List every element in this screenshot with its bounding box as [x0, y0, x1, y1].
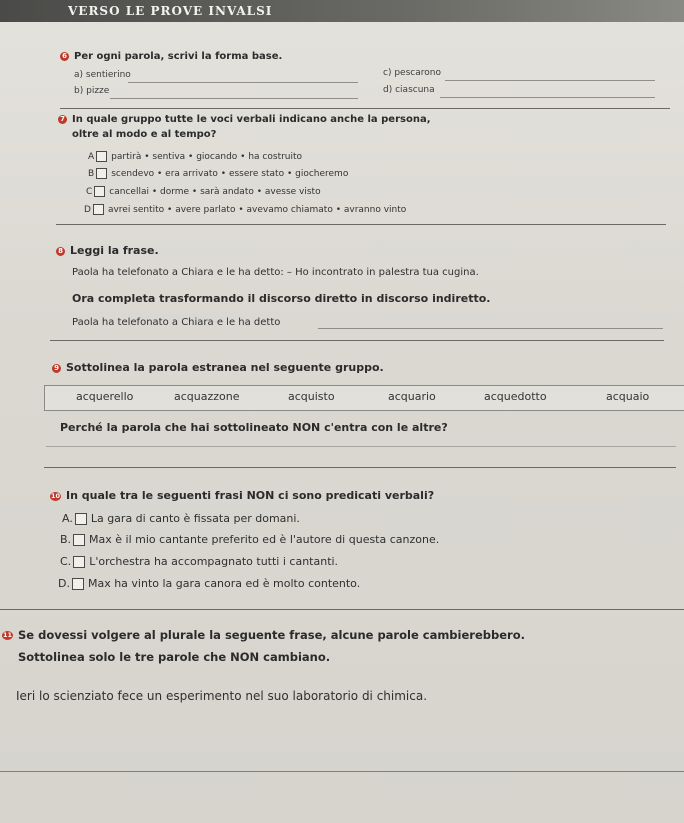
q6-item-b: b) pizze — [74, 86, 110, 96]
word-group-box — [44, 385, 684, 411]
checkbox[interactable] — [96, 151, 107, 162]
answer-line[interactable] — [128, 82, 358, 83]
answer-line[interactable] — [318, 328, 663, 329]
section-divider — [44, 467, 676, 468]
q10-option-c[interactable]: C. L'orchestra ha accompagnato tutti i cantanti. — [60, 555, 339, 568]
q9-question: Perché la parola che hai sottolineato NON c'entra con le altre? — [60, 421, 448, 434]
q6-item-c: c) pescarono — [383, 68, 441, 78]
header-title: VERSO LE PROVE INVALSI — [68, 4, 273, 18]
section-divider — [0, 609, 684, 610]
q8-sentence: Paola ha telefonato a Chiara e le ha detto: – Ho incontrato in palestra tua cugina. — [72, 267, 479, 278]
q10-option-d[interactable]: D. Max ha vinto la gara canora ed è molto contento. — [58, 577, 361, 590]
word-option[interactable]: acquerello — [76, 390, 134, 403]
checkbox[interactable] — [93, 204, 104, 215]
checkbox[interactable] — [73, 556, 85, 568]
question-number-badge: 8 — [56, 247, 65, 256]
question-6 — [60, 51, 282, 62]
q6-item-a: a) sentierino — [74, 70, 131, 80]
question-11: 11 Se dovessi volgere al plurale la seguente frase, alcune parole cambierebbero. — [2, 628, 525, 642]
answer-line[interactable] — [445, 80, 655, 81]
answer-line[interactable] — [440, 97, 655, 98]
question-7: 7 In quale gruppo tutte le voci verbali indicano anche la persona, — [58, 114, 431, 125]
q7-option-b[interactable]: B scendevo • era arrivato • essere stato • giocheremo — [88, 169, 349, 179]
question-number-badge: 6 — [60, 52, 69, 61]
q7-option-c[interactable]: C cancellai • dorme • sarà andato • avesse visto — [86, 187, 321, 197]
checkbox[interactable] — [72, 578, 84, 590]
q10-option-a[interactable]: A. La gara di canto è fissata per domani. — [62, 512, 300, 525]
q7-option-a[interactable]: A partirà • sentiva • giocando • ha costruito — [88, 152, 303, 162]
q10-option-b[interactable]: B. Max è il mio cantante preferito ed è l'autore di questa canzone. — [60, 533, 440, 546]
question-number-badge: 11 — [2, 631, 13, 639]
checkbox[interactable] — [96, 168, 107, 179]
word-option[interactable]: acquario — [388, 390, 436, 403]
q6-item-d: d) ciascuna — [383, 85, 435, 95]
q8-task: Ora completa trasformando il discorso diretto in discorso indiretto. — [72, 292, 491, 305]
q8-start: Paola ha telefonato a Chiara e le ha detto — [72, 317, 281, 328]
section-divider — [56, 224, 666, 225]
answer-line[interactable] — [46, 446, 676, 447]
word-option[interactable]: acquaio — [606, 390, 650, 403]
question-6-instruction: Per ogni parola, scrivi la forma base. — [74, 51, 283, 62]
question-number-badge: 10 — [50, 491, 61, 500]
question-11-line2: Sottolinea solo le tre parole che NON cambiano. — [18, 650, 331, 664]
question-10: 10 In quale tra le seguenti frasi NON ci sono predicati verbali? — [50, 489, 435, 502]
answer-line[interactable] — [110, 98, 358, 99]
question-number-badge: 7 — [58, 115, 67, 124]
word-option[interactable]: acquedotto — [484, 390, 547, 403]
q11-sentence[interactable]: Ieri lo scienziato fece un esperimento nel suo laboratorio di chimica. — [16, 689, 428, 703]
word-option[interactable]: acquisto — [288, 390, 335, 403]
answer-line[interactable] — [0, 771, 684, 772]
question-number-badge: 9 — [52, 364, 61, 373]
checkbox[interactable] — [75, 513, 87, 525]
section-divider — [60, 108, 670, 109]
checkbox[interactable] — [94, 186, 105, 197]
question-7-line2: oltre al modo e al tempo? — [72, 129, 217, 140]
word-option[interactable]: acquazzone — [174, 390, 240, 403]
question-9: 9 Sottolinea la parola estranea nel seguente gruppo. — [52, 361, 384, 374]
checkbox[interactable] — [73, 534, 85, 546]
question-8: 8 Leggi la frase. — [56, 244, 159, 257]
section-divider — [50, 340, 664, 341]
q7-option-d[interactable]: D avrei sentito • avere parlato • avevamo chiamato • avranno vinto — [84, 205, 407, 215]
